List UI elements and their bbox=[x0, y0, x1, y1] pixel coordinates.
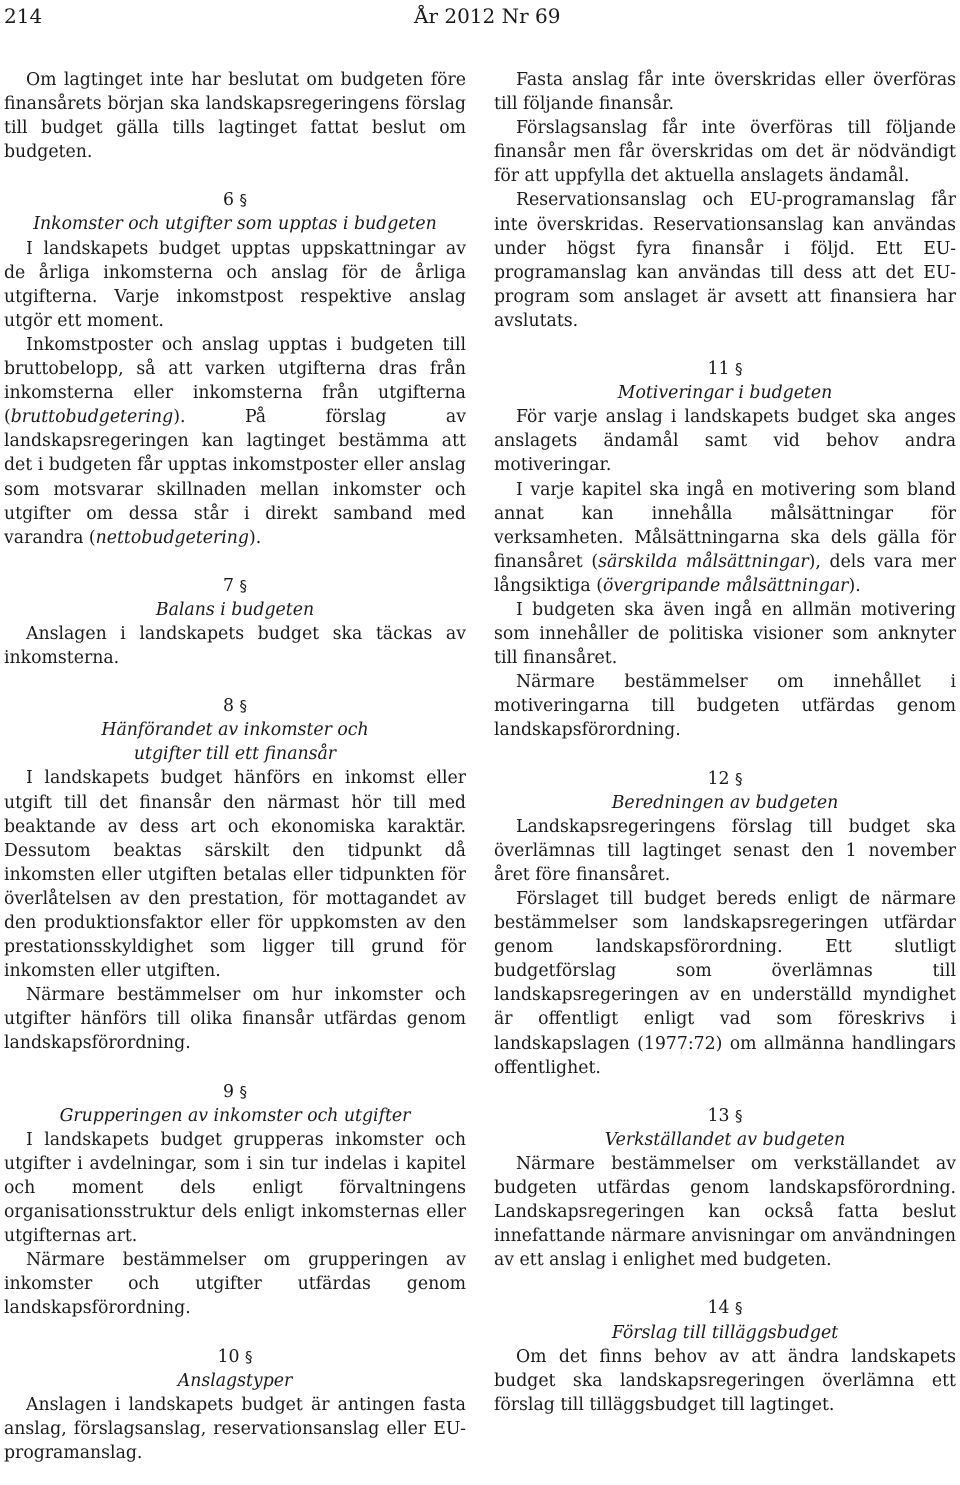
section-8-heading bbox=[4, 694, 466, 766]
section-number: 11 bbox=[707, 359, 730, 380]
section-title: Balans i budgeten bbox=[155, 599, 315, 620]
page-header bbox=[4, 4, 952, 34]
section-11-paragraph-2: I varje kapitel ska ingå en motivering som bland annat kan innehålla målsättningar för verksamheten. Målsättningarna ska dels gälla för finansåret (särskilda målsättningar), dels vara mer långsiktiga (övergripande målsättningar). bbox=[494, 479, 956, 596]
section-12-paragraph-1: Landskapsregeringens förslag till budget ska överlämnas till lagtinget senast den 1 november året före finansåret. bbox=[494, 816, 956, 885]
left-column bbox=[4, 68, 466, 1465]
section-title: Beredningen av budgeten bbox=[611, 792, 839, 813]
running-title: År 2012 Nr 69 bbox=[414, 4, 561, 28]
section-10-paragraph-1: Anslagen i landskapets budget är antingen fasta anslag, förslagsanslag, reservationsanslag eller EU-programanslag. bbox=[4, 1394, 466, 1463]
section-number: 7 bbox=[223, 575, 234, 596]
section-10-heading bbox=[4, 1345, 466, 1393]
paragraph-sign-icon: § bbox=[239, 697, 247, 716]
section-7-heading bbox=[4, 574, 466, 622]
paragraph-sign-icon: § bbox=[735, 1299, 743, 1318]
section-9-paragraph-2: Närmare bestämmelser om grupperingen av inkomster och utgifter utfärdas genom landskapsförordning. bbox=[4, 1250, 466, 1319]
section-title: Inkomster och utgifter som upptas i budgeten bbox=[33, 214, 437, 235]
term-bruttobudgetering: bruttobudgetering bbox=[10, 407, 174, 428]
term-sarskilda-malsattningar: särskilda målsättningar bbox=[598, 551, 809, 572]
paragraph-sign-icon: § bbox=[735, 1106, 743, 1125]
section-14-heading bbox=[494, 1296, 956, 1344]
section-title: Förslag till tilläggsbudget bbox=[611, 1322, 839, 1343]
section-13-paragraph-1: Närmare bestämmelser om verkställandet av budgeten utfärdas genom landskapsförordning. Landskapsregeringen kan också fatta beslut innefattande närmare anvisningar om användningen av ett anslag i enlighet med budgeten. bbox=[494, 1153, 956, 1271]
section-title: Grupperingen av inkomster och utgifter bbox=[59, 1105, 411, 1126]
section-number: 14 bbox=[707, 1298, 730, 1319]
section-11-paragraph-1: För varje anslag i landskapets budget ska anges anslagets ändamål samt vid behov andra motiveringar. bbox=[494, 407, 956, 476]
section-title: Motiveringar i budgeten bbox=[617, 383, 833, 404]
paragraph-sign-icon: § bbox=[245, 1347, 253, 1366]
section-6-heading bbox=[4, 188, 466, 236]
paragraph-sign-icon: § bbox=[239, 1082, 247, 1101]
section-8-paragraph-2: Närmare bestämmelser om hur inkomster och utgifter hänförs till olika finansår utfärdas genom landskapsförordning. bbox=[4, 985, 466, 1054]
continued-paragraph-3: Reservationsanslag och EU-programanslag får inte överskridas. Reservationsanslag kan användas under högst fyra finansår i följd. Ett EU-programanslag kan användas till dess att det EU-program som anslaget är avsett att finansiera har avslutats. bbox=[494, 190, 956, 331]
section-title-line-2: utgifter till ett finansår bbox=[133, 744, 337, 765]
section-13-heading bbox=[494, 1104, 956, 1152]
section-number: 6 bbox=[223, 190, 234, 211]
section-12-paragraph-2: Förslaget till budget bereds enligt de närmare bestämmelser som landskapsregeringen utfärdar genom landskapsförordning. Ett slutligt budgetförslag som överlämnas till landskapsregeringen av en underställd myndighet är offentligt enligt vad som föreskrivs i landskapslagen (1977:72) om allmänna handlingars offentlighet. bbox=[494, 889, 956, 1078]
section-title-line-1: Hänförandet av inkomster och bbox=[101, 720, 369, 741]
paragraph-sign-icon: § bbox=[735, 769, 743, 788]
continued-paragraph-2: Förslagsanslag får inte överföras till följande finansår men får överskridas om det är nödvändigt för att uppfylla det aktuella anslagets ändamål. bbox=[494, 118, 956, 187]
section-number: 9 bbox=[223, 1081, 234, 1102]
section-number: 13 bbox=[707, 1105, 730, 1126]
term-nettobudgetering: nettobudgetering bbox=[95, 527, 249, 548]
term-overgripande-malsattningar: övergripande målsättningar bbox=[602, 575, 849, 596]
paragraph-sign-icon: § bbox=[239, 576, 247, 595]
section-number: 12 bbox=[707, 768, 730, 789]
paragraph-sign-icon: § bbox=[239, 191, 247, 210]
section-9-paragraph-1: I landskapets budget grupperas inkomster och utgifter i avdelningar, som i sin tur indelas i kapitel och moment dels enligt förvaltningens organisationsstruktur dels enligt inkomsternas eller utgifternas art. bbox=[4, 1129, 466, 1247]
section-11-paragraph-4: Närmare bestämmelser om innehållet i motiveringarna till budgeten utfärdas genom landskapsförordning. bbox=[494, 672, 956, 741]
section-number: 8 bbox=[223, 696, 234, 717]
right-column bbox=[494, 68, 956, 1417]
section-11-paragraph-3: I budgeten ska även ingå en allmän motivering som innehåller de politiska visioner som anknyter till finansåret. bbox=[494, 599, 956, 669]
section-14-paragraph-1: Om det finns behov av att ändra landskapets budget ska landskapsregeringen överlämna ett förslag till tilläggsbudget till lagtinget. bbox=[494, 1346, 956, 1415]
section-9-heading bbox=[4, 1080, 466, 1128]
section-7-paragraph-1: Anslagen i landskapets budget ska täckas av inkomsterna. bbox=[4, 623, 466, 669]
section-number: 10 bbox=[217, 1346, 240, 1367]
intro-paragraph: Om lagtinget inte har beslutat om budgeten före finansårets början ska landskapsregeringens förslag till budget gälla tills lagtinget fattat beslut om budgeten. bbox=[4, 70, 466, 163]
section-6-paragraph-2: Inkomstposter och anslag upptas i budgeten till bruttobelopp, så att varken utgifterna dras från inkomsterna eller inkomsterna från utgifterna (bruttobudgetering). På förslag av landskapsregeringen kan lagtinget bestämma att det i budgeten får upptas inkomstposter eller anslag som motsvarar skillnaden mellan inkomster och utgifter om dessa står i direkt samband med varandra (nettobudgetering). bbox=[4, 334, 466, 548]
section-11-heading bbox=[494, 357, 956, 405]
section-6-paragraph-1: I landskapets budget upptas uppskattningar av de årliga inkomsterna och anslag för de årliga utgifterna. Varje inkomstpost respektive anslag utgör ett moment. bbox=[4, 238, 466, 331]
page-number: 214 bbox=[4, 4, 43, 28]
continued-paragraph-1: Fasta anslag får inte överskridas eller överföras till följande finansår. bbox=[494, 70, 956, 115]
section-title: Verkställandet av budgeten bbox=[604, 1129, 846, 1150]
section-title: Anslagstyper bbox=[177, 1370, 293, 1391]
section-8-paragraph-1: I landskapets budget hänförs en inkomst eller utgift till det finansår den närmast hör till med beaktande av dess art och ekonomiska karaktär. Dessutom beaktas särskilt den tidpunkt då inkomsten eller utgiften betalas eller tidpunkten för överlåtelsen av den prestation, för mottagandet av den produktionsfaktor eller för uppkomsten av den prestationsskyldighet som ligger till grund för inkomsten eller utgiften. bbox=[4, 768, 466, 982]
paragraph-sign-icon: § bbox=[735, 360, 743, 379]
section-12-heading bbox=[494, 767, 956, 815]
